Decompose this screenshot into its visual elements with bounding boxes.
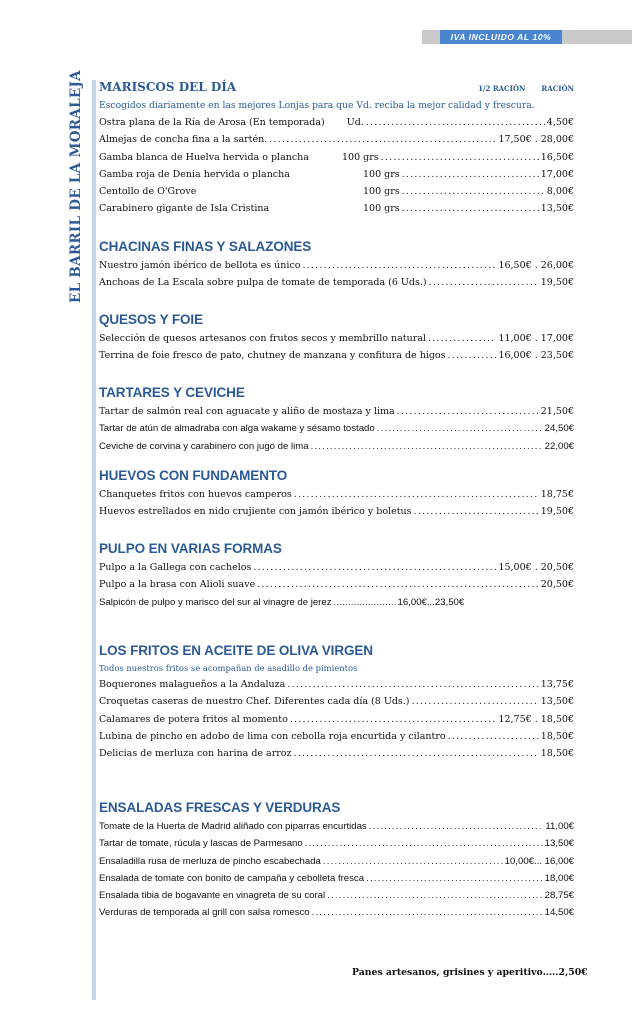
- column-headers: [478, 84, 574, 93]
- leader-dots: [294, 486, 539, 503]
- menu-item: [99, 330, 574, 347]
- menu-item: [99, 403, 574, 420]
- menu-item: [99, 576, 574, 593]
- leader-dots: [402, 166, 539, 183]
- item-name: Ensaladilla rusa de merluza de pincho escabechada: [99, 855, 321, 867]
- item-unit: 100 grs: [363, 186, 400, 198]
- item-unit: 100 grs: [342, 151, 379, 163]
- item-name: Anchoas de La Escala sobre pulpa de tomate de temporada (6 Uds.): [99, 277, 427, 289]
- leader-dots: [257, 576, 539, 593]
- item-name: Tartar de tomate, rúcula y lascas de Parmesano: [99, 838, 303, 850]
- item-price: 14,50€: [544, 907, 574, 919]
- item-name: Tartar de atún de almadraba con alga wakame y sésamo tostado: [99, 423, 375, 435]
- menu-item: [99, 559, 574, 576]
- item-name: Boquerones malagueños a la Andaluza: [99, 679, 286, 690]
- leader-dots: [448, 347, 497, 364]
- menu-item: [99, 870, 574, 887]
- item-price: 13,50€: [540, 696, 574, 708]
- half-portion-header: 1/2 RACIÓN: [478, 84, 526, 93]
- item-unit: 100 grs: [363, 203, 400, 215]
- item-name: Lubina de pincho en adobo de lima con cebolla roja encurtida y cilantro: [99, 730, 446, 742]
- menu-item: [99, 486, 574, 503]
- leader-dots: [269, 131, 496, 148]
- tax-note: IVA INCLUIDO AL 10%: [440, 30, 562, 44]
- leader-dots: [305, 835, 543, 852]
- restaurant-name-vertical: EL BARRIL DE LA MORALEJA: [68, 70, 84, 303]
- menu-item: [99, 503, 574, 520]
- item-price: 13,50€: [540, 203, 574, 215]
- menu-item: [99, 200, 574, 217]
- item-name: Delicias de merluza con harina de arroz: [99, 748, 292, 760]
- item-price: 4,50€: [546, 117, 574, 128]
- section-pulpo: [99, 541, 574, 611]
- menu-item: [99, 887, 574, 904]
- item-price: 15,00€ . 20,50€: [498, 562, 574, 573]
- section-tartares: [99, 385, 574, 455]
- item-price: 21,50€: [540, 406, 574, 417]
- item-price: 11,00€: [545, 821, 574, 832]
- leader-dots: [377, 420, 543, 437]
- section-fritos: [99, 643, 574, 762]
- leader-dots: [369, 818, 544, 835]
- leader-dots: [311, 438, 543, 455]
- leader-dots: [448, 728, 539, 745]
- item-name: Calamares de potera fritos al momento: [99, 713, 288, 725]
- item-price: 16,00€ . 23,50€: [498, 350, 574, 362]
- menu-item: [99, 149, 574, 166]
- section-huevos: [99, 468, 574, 521]
- leader-dots: [429, 274, 539, 291]
- item-name: Carabinero gigante de Isla Cristina: [99, 203, 270, 215]
- leader-dots: [334, 594, 396, 611]
- item-price: 22,00€: [544, 440, 574, 452]
- leader-dots: [414, 503, 539, 520]
- item-price: 18,00€: [544, 872, 574, 884]
- item-name: Centollo de O'Grove: [99, 186, 197, 198]
- item-name: Gamba roja de Denia hervida o plancha: [99, 168, 290, 180]
- item-price: 10,00€... 16,00€: [504, 855, 574, 867]
- menu-item: [99, 114, 574, 131]
- section-title: CHACINAS FINAS Y SALAZONES: [99, 239, 312, 254]
- item-name: Tomate de la Huerta de Madrid aliñado con piparras encurtidas: [99, 821, 367, 832]
- section-title: LOS FRITOS EN ACEITE DE OLIVA VIRGEN: [99, 643, 373, 658]
- item-price: 18,50€: [540, 748, 574, 760]
- section-mariscos: [99, 80, 574, 218]
- section-subtitle: Todos nuestros fritos se acompañan de asadillo de pimientos: [99, 663, 358, 673]
- item-price: 17,00€: [540, 168, 574, 180]
- item-price: 19,50€: [540, 277, 574, 289]
- item-price: 18,75€: [540, 489, 574, 500]
- section-title: HUEVOS CON FUNDAMENTO: [99, 468, 288, 483]
- menu-item: [99, 728, 574, 745]
- menu-item: [99, 420, 574, 437]
- menu-item: [99, 347, 574, 364]
- menu-item: [99, 183, 574, 200]
- item-name: Ostra plana de la Ría de Arosa (En temporada): [99, 117, 325, 128]
- item-name: Ensalada de tomate con bonito de campaña y cebolleta fresca: [99, 872, 365, 884]
- leader-dots: [402, 183, 545, 200]
- leader-dots: [302, 257, 496, 274]
- item-name: Chanquetes fritos con huevos camperos: [99, 489, 292, 500]
- menu-item: [99, 131, 574, 148]
- menu-item: [99, 904, 574, 921]
- item-name: Huevos estrellados en nido crujiente con jamón ibérico y boletus: [99, 506, 412, 518]
- item-name: Pulpo a la brasa con Alioli suave: [99, 579, 256, 591]
- section-title: ENSALADAS FRESCAS Y VERDURAS: [99, 800, 341, 815]
- menu-item: [99, 711, 574, 728]
- leader-dots: [312, 904, 543, 921]
- item-price: 28,75€: [544, 890, 574, 902]
- item-name: Terrina de foie fresco de pato, chutney de manzana y confitura de higos: [99, 350, 446, 362]
- item-price: 16,00€...23,50€: [397, 596, 465, 608]
- section-ensaladas: [99, 800, 574, 922]
- leader-dots: [366, 870, 543, 887]
- section-chacinas: [99, 239, 574, 292]
- item-name: Ensalada tibia de bogavante en vinagreta de su coral: [99, 890, 326, 902]
- item-name: Tartar de salmón real con aguacate y aliño de mostaza y lima: [99, 406, 395, 417]
- section-title: MARISCOS DEL DÍA: [99, 80, 237, 94]
- item-price: 19,50€: [540, 506, 574, 518]
- menu-item: [99, 594, 574, 611]
- item-price: 13,75€: [540, 679, 574, 690]
- leader-dots: [412, 693, 539, 710]
- item-price: 20,50€: [540, 579, 574, 591]
- leader-dots: [287, 676, 538, 693]
- item-price: 11,00€ . 17,00€: [498, 333, 574, 344]
- portion-header: RACIÓN: [541, 84, 574, 93]
- item-unit: 100 grs: [363, 168, 400, 180]
- item-name: Ceviche de corvina y carabinero con jugo de lima: [99, 440, 309, 452]
- item-name: Nuestro jamón ibérico de bellota es único: [99, 260, 301, 271]
- leader-dots: [428, 330, 496, 347]
- section-title: TARTARES Y CEVICHE: [99, 385, 245, 400]
- section-subtitle: Escogidos diariamente en las mejores Lonjas para que Vd. reciba la mejor calidad y frescura.: [99, 100, 535, 111]
- leader-dots: [323, 853, 503, 870]
- item-price: 18,50€: [540, 730, 574, 742]
- leader-dots: [402, 200, 539, 217]
- leader-dots: [327, 887, 543, 904]
- item-name: Verduras de temporada al grill con salsa romesco: [99, 907, 310, 919]
- item-name: Salpicón de pulpo y marisco del sur al vinagre de jerez: [99, 596, 332, 608]
- item-price: 16,50€ . 26,00€: [498, 260, 574, 271]
- item-name: Pulpo a la Gallega con cachelos: [99, 562, 252, 573]
- item-price: 17,50€ . 28,00€: [498, 134, 574, 146]
- section-quesos-foie: [99, 312, 574, 365]
- side-divider: [92, 80, 96, 1000]
- item-price: 13,50€: [544, 838, 574, 850]
- menu-item: [99, 274, 574, 291]
- section-title: QUESOS Y FOIE: [99, 312, 203, 327]
- menu-item: [99, 676, 574, 693]
- item-price: 8,00€: [546, 186, 574, 198]
- menu-item: [99, 257, 574, 274]
- bread-note: Panes artesanos, grisines y aperitivo…..2,50€: [352, 967, 588, 978]
- item-name: Croquetas caseras de nuestro Chef. Diferentes cada día (8 Uds.): [99, 696, 410, 708]
- section-title: PULPO EN VARIAS FORMAS: [99, 541, 282, 556]
- menu-item: [99, 438, 574, 455]
- item-price: 24,50€: [544, 423, 574, 435]
- menu-item: [99, 745, 574, 762]
- leader-dots: [290, 711, 497, 728]
- leader-dots: [397, 403, 539, 420]
- leader-dots: [381, 149, 539, 166]
- menu-item: [99, 693, 574, 710]
- item-name: Almejas de concha fina a la sartén.: [99, 134, 268, 146]
- menu-item: [99, 835, 574, 852]
- item-price: 12,75€ . 18,50€: [498, 713, 574, 725]
- item-name: Gamba blanca de Huelva hervida o plancha: [99, 151, 309, 163]
- menu-item: [99, 818, 574, 835]
- leader-dots: [294, 745, 539, 762]
- menu-item: [99, 853, 574, 870]
- item-name: Selección de quesos artesanos con frutos secos y membrillo natural: [99, 333, 426, 344]
- menu-item: [99, 166, 574, 183]
- leader-dots: [253, 559, 496, 576]
- item-price: 16,50€: [540, 151, 574, 163]
- item-unit: Ud.: [346, 117, 364, 128]
- leader-dots: [366, 114, 545, 131]
